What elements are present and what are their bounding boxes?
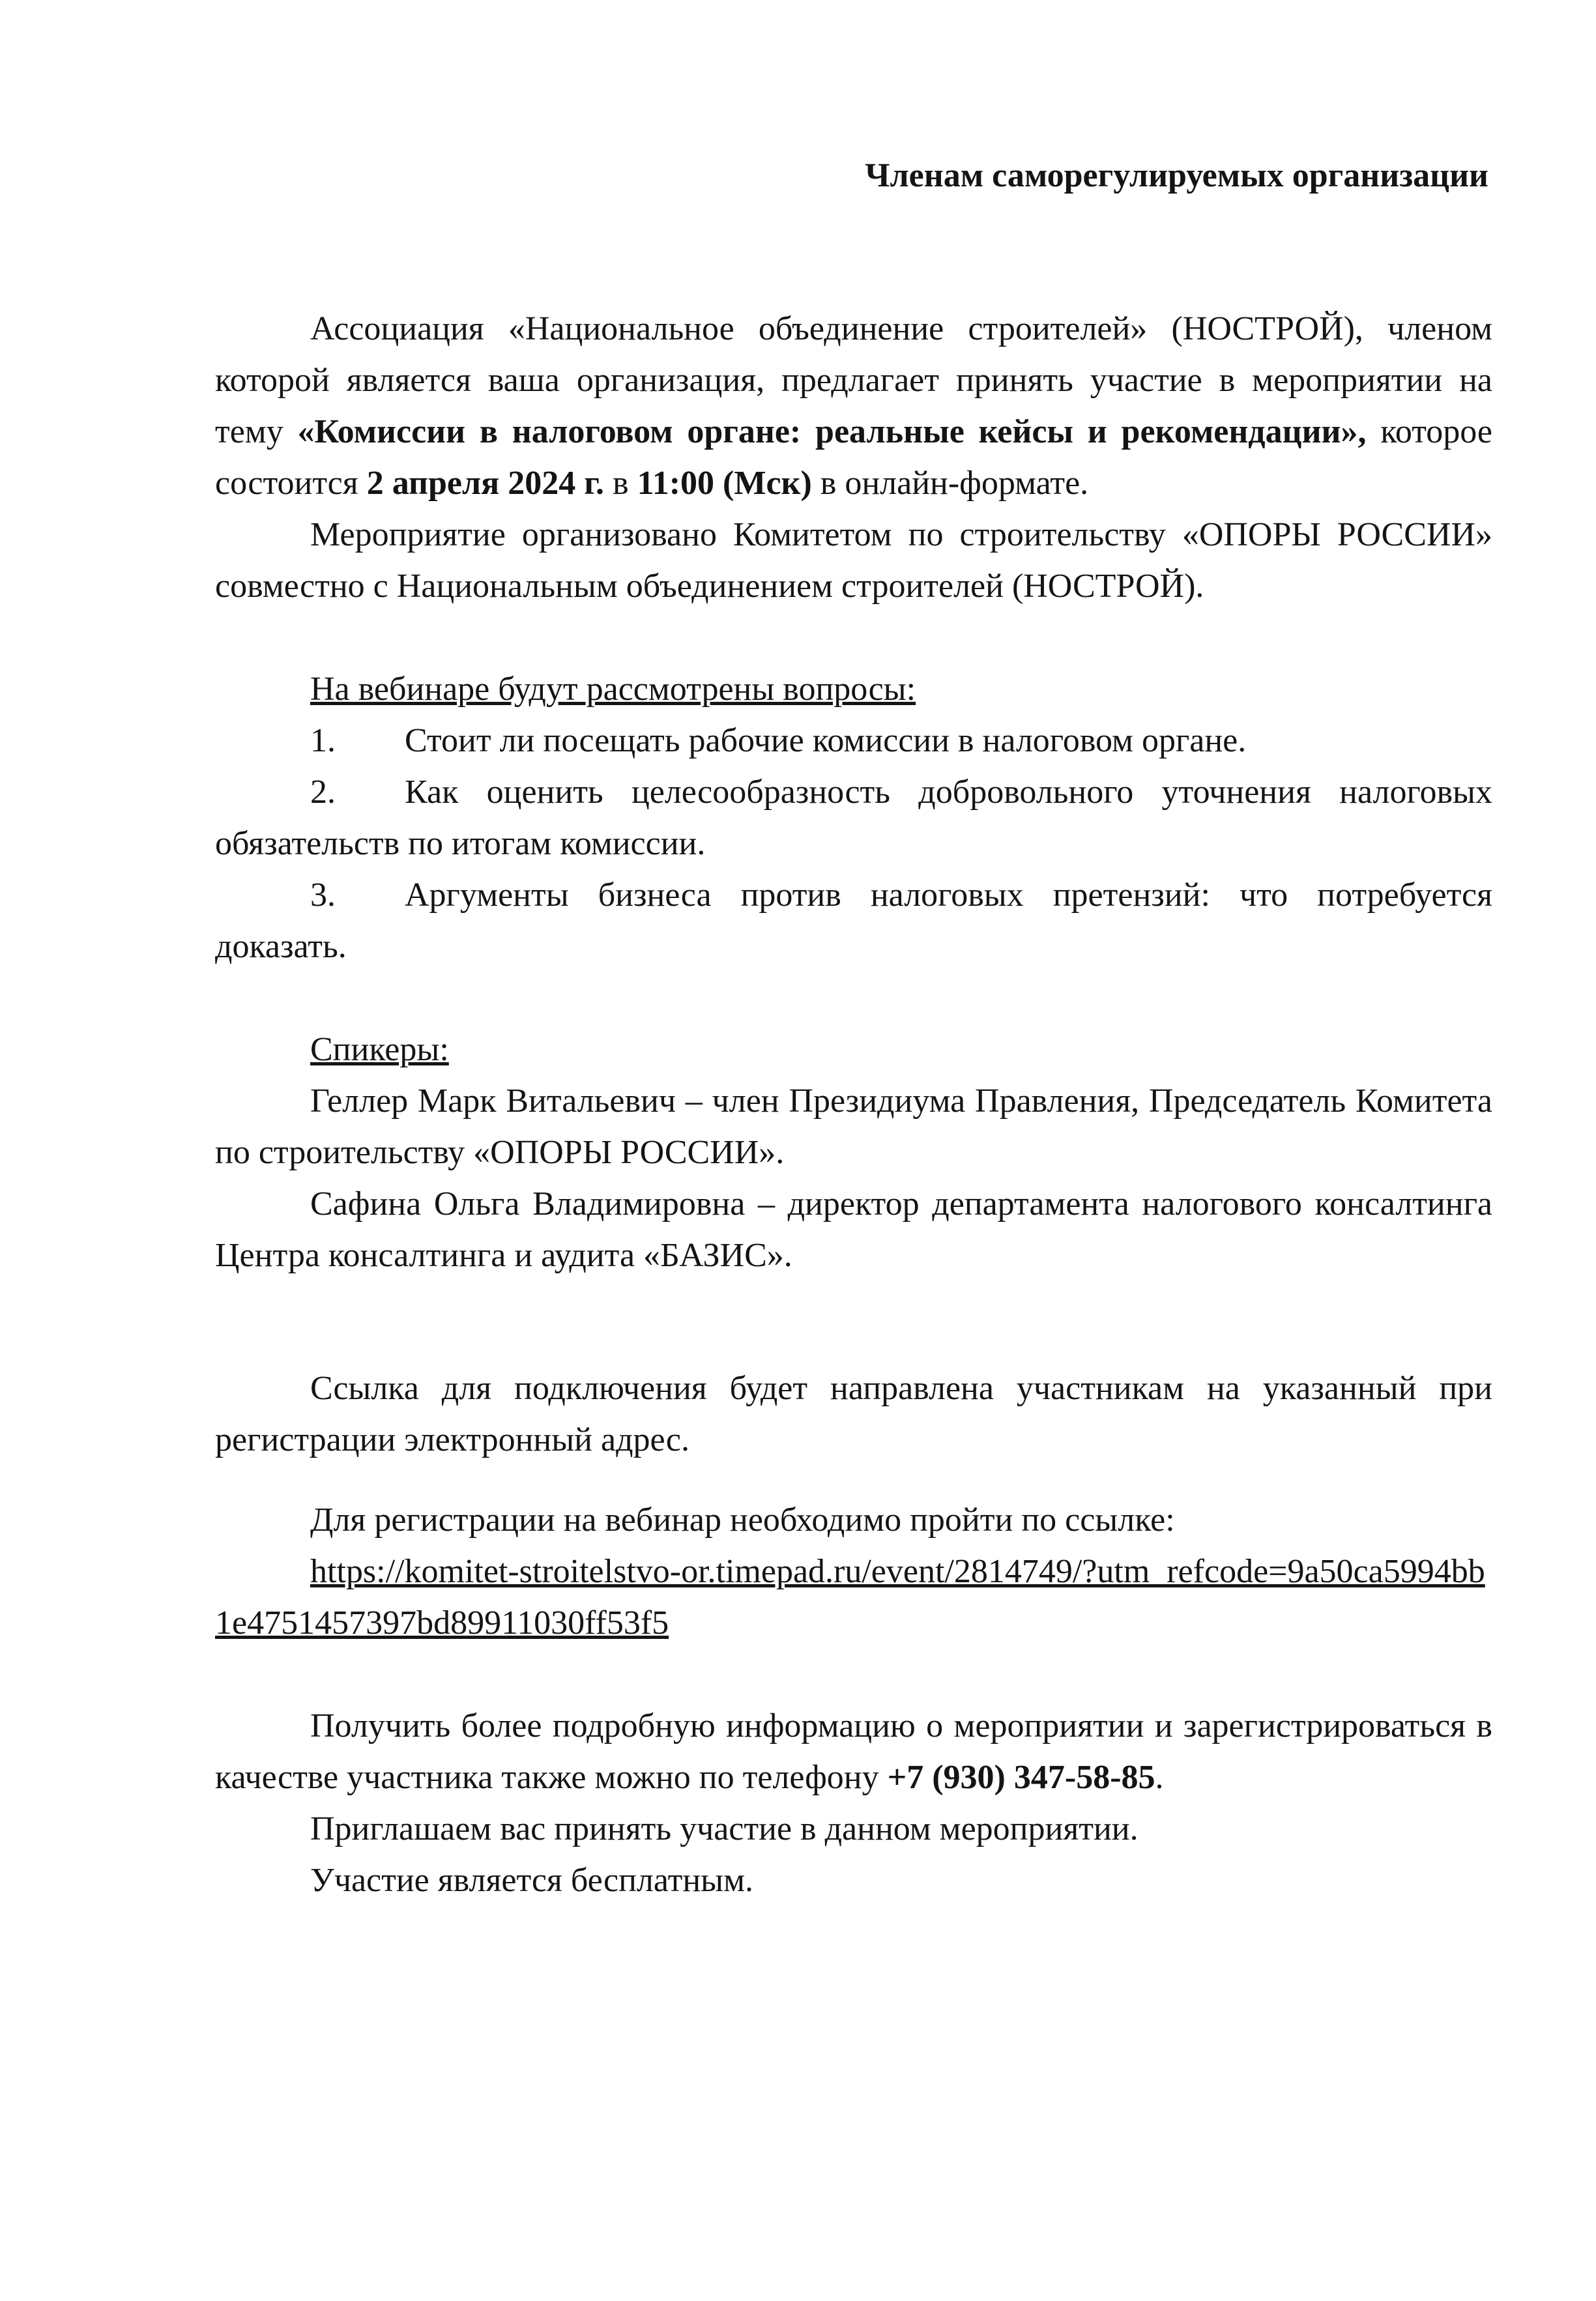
contact-phone: +7 (930) 347-58-85 xyxy=(887,1759,1155,1796)
speakers-heading: Спикеры: xyxy=(310,1031,449,1068)
speaker-item: Геллер Марк Витальевич – член Президиума Правления, Председатель Комитета по строительству «ОПОРЫ РОССИИ». xyxy=(215,1082,1492,1171)
organizer-paragraph: Мероприятие организовано Комитетом по строительству «ОПОРЫ РОССИИ» совместно с Национальным объединением строителей (НОСТРОЙ). xyxy=(215,516,1492,605)
event-time: 11:00 (Мск) xyxy=(637,465,812,502)
speaker-item: Сафина Ольга Владимировна – директор департамента налогового консалтинга Центра консалтинга и аудита «БАЗИС». xyxy=(215,1185,1492,1274)
registration-link-paragraph xyxy=(215,1546,1492,1649)
intro-text-a: Ассоциация «Национальное объединение строителей» (НОСТРОЙ), членом которой является ваша организация, предлагает принять участие в мероприятии на тему xyxy=(215,310,1492,450)
contact-paragraph: Получить более подробную информацию о мероприятии и зарегистрироваться в качестве участника также можно по телефону +7 (930) 347-58-85. xyxy=(215,1707,1492,1796)
registration-link[interactable]: https://komitet-stroitelstvo-or.timepad.ru/event/2814749/?utm_refcode=9a50ca5994bb1e4751457397bd89911030ff53f5 xyxy=(215,1553,1485,1642)
questions-heading: На вебинаре будут рассмотрены вопросы: xyxy=(310,671,916,708)
intro-paragraph xyxy=(215,303,1492,509)
event-date: 2 апреля 2024 г. xyxy=(366,465,605,502)
intro-text-c: в xyxy=(604,465,637,502)
intro-text-b: которое состоится xyxy=(215,413,1492,502)
free-participation-line: Участие является бесплатным. xyxy=(310,1862,753,1899)
question-item: 2. Как оценить целесообразность добровольного уточнения налоговых обязательств по итогам комиссии. xyxy=(215,774,1492,862)
registration-label: Для регистрации на вебинар необходимо пройти по ссылке: xyxy=(310,1501,1175,1539)
intro-text-d: в онлайн-формате. xyxy=(811,465,1089,502)
connection-note: Ссылка для подключения будет направлена участникам на указанный при регистрации электронный адрес. xyxy=(215,1370,1492,1458)
question-item: 1. Стоит ли посещать рабочие комиссии в налоговом органе. xyxy=(310,722,1247,759)
letter-body xyxy=(215,303,1492,1906)
addressee-heading: Членам саморегулируемых организации xyxy=(865,157,1488,194)
question-item: 3. Аргументы бизнеса против налоговых претензий: что потребуется доказать. xyxy=(215,876,1492,965)
event-topic: «Комиссии в налоговом органе: реальные кейсы и рекомендации», xyxy=(297,413,1367,450)
invite-line: Приглашаем вас принять участие в данном мероприятии. xyxy=(310,1810,1139,1847)
